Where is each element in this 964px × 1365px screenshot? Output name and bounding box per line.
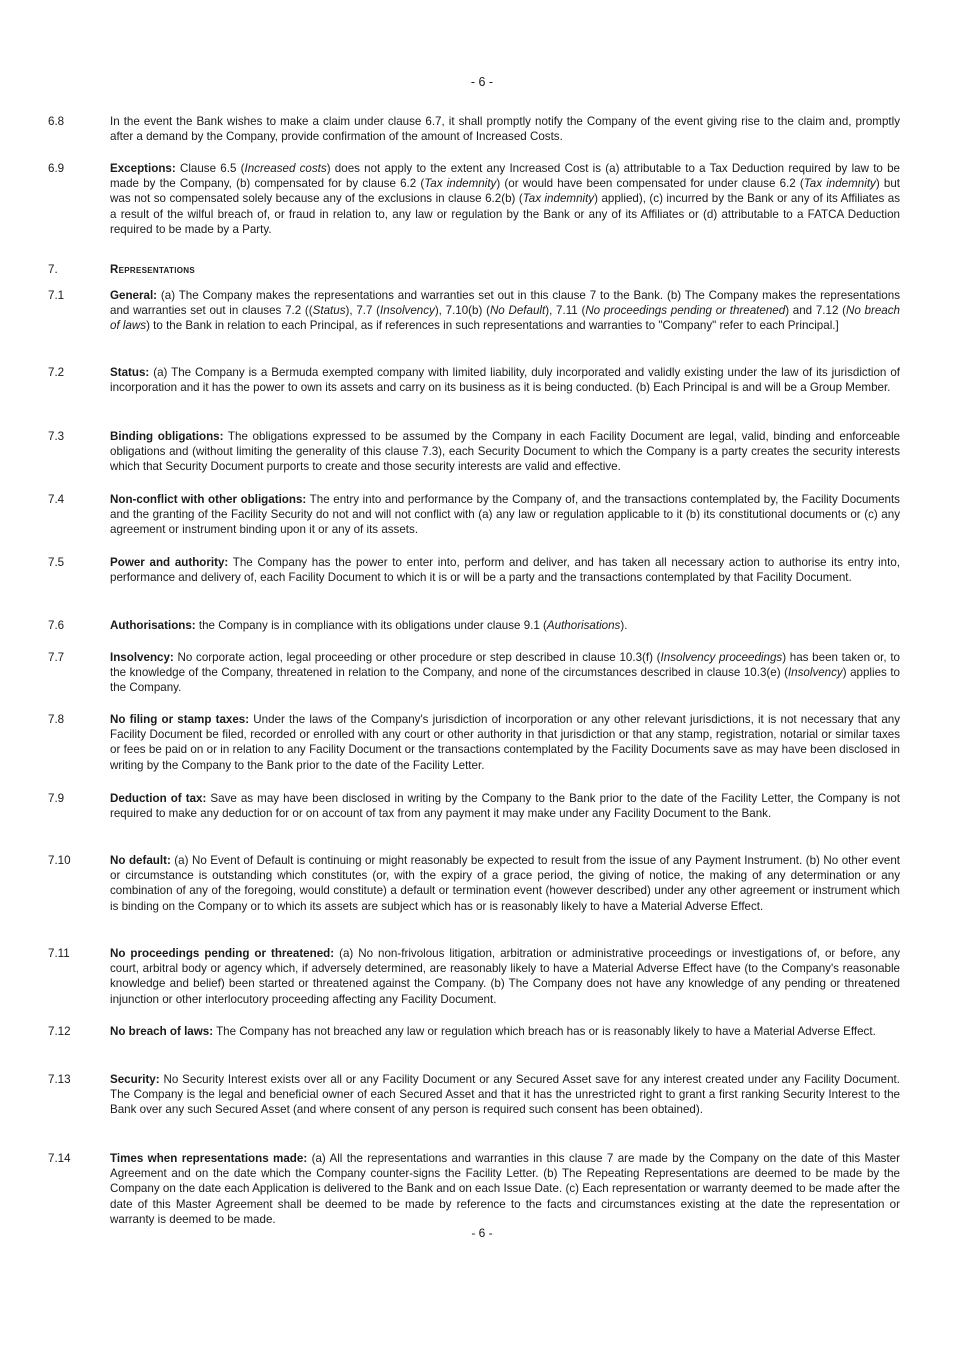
clause-text: No default: (a) No Event of Default is continuing or might reasonably be expected to result from the issue of any Payment Instrument. (b) No other event or circumstance is outstanding which constitutes (or, with the expiry of a grace period, the giving of notice, the making of any determination or any combination of any of the foregoing, would constitute) a default or termination event (however described) under any other agreement or instrument which is binding on the Company or to which its assets are subject which has or is reasonably likely to have a Material Adverse Effect. <box>110 854 900 913</box>
clause-number: 6.9 <box>48 162 65 175</box>
clause-text: Power and authority: The Company has the power to enter into, perform and deliver, and has taken all necessary action to authorise its entry into, performance and delivery of, each Facility Document to which it is or will be a party and the transactions contemplated by that Facility Document. <box>110 556 900 585</box>
clause-text: Times when representations made: (a) All the representations and warranties in this clause 7 are made by the Company on the date of this Master Agreement and on the date which the Company counter-signs the Facility Letter. (b) The Repeating Representations are deemed to be made by the Company on the date each Application is delivered to the Bank and on each Issue Date. (c) Each representation or warranty deemed to be made after the date of this Master Agreement shall be deemed to be made by reference to the facts and circumstances existing at the date the representation or warranty is deemed to be made. <box>110 1152 900 1226</box>
clause-heading: No proceedings pending or threatened: <box>110 947 335 960</box>
clause-heading: Security: <box>110 1073 160 1086</box>
clause-number: 7.3 <box>48 430 65 443</box>
clause-heading: No breach of laws: <box>110 1025 214 1038</box>
clause-heading: No filing or stamp taxes: <box>110 713 250 726</box>
clause-heading: Binding obligations: <box>110 430 224 443</box>
clause-heading: Exceptions: <box>110 162 176 175</box>
clause-heading: General: <box>110 289 158 302</box>
page-number-top: - 6 - <box>470 75 494 89</box>
page-number-bottom: - 6 - <box>471 1226 493 1240</box>
clause-text: Status: (a) The Company is a Bermuda exempted company with limited liability, duly incorporated and validly existing under the law of its jurisdiction of incorporation and it has the power to own its assets and carry on its business as it is being conducted. (b) Each Principal is and will be a Group Member. <box>110 366 900 395</box>
clause-text: No filing or stamp taxes: Under the laws of the Company's jurisdiction of incorporation or any other relevant jurisdictions, it is not necessary that any Facility Document be filed, recorded or enrolled with any court or other authority in that jurisdiction or that any stamp, registration, notarial or similar taxes or fees be paid on or in relation to any Facility Document or the transactions contemplated by the Facility Documents save as may have been disclosed in writing by the Company to the Bank prior to the date of the Facility Letter. <box>110 713 901 772</box>
clause-number: 7.2 <box>48 366 65 379</box>
clause-number: 7.5 <box>48 556 65 569</box>
clause-heading: Authorisations: <box>110 619 196 632</box>
section-number: 7. <box>48 263 58 276</box>
clause-text: Security: No Security Interest exists over all or any Facility Document or any Secured Asset save for any interest created under any Facility Document. The Company is the legal and beneficial owner of each Secured Asset and that it has the unrestricted right to grant a first ranking Security Interest to the Bank over any such Secured Asset (and where consent of any person is required such consent has been obtained). <box>110 1073 900 1117</box>
clause-text: No proceedings pending or threatened: (a) No non-frivolous litigation, arbitration or administrative proceedings or investigations of, or before, any court, arbitral body or agency which, if adversely determined, are reasonably likely to have a Material Adverse Effect have (to the Company's reasonable knowledge and belief) been started or threatened against the Company. (b) The Company does not have any knowledge of any pending or threatened injunction or other interlocutory proceeding affecting any Facility Document. <box>110 947 901 1006</box>
clause-heading: Deduction of tax: <box>110 792 207 805</box>
clause-number: 7.12 <box>48 1025 71 1038</box>
clause-number: 7.13 <box>48 1073 71 1086</box>
clause-number: 7.14 <box>48 1152 71 1165</box>
clause-number: 7.1 <box>48 289 65 302</box>
clause-heading: Status: <box>110 366 150 379</box>
clause-text: Non-conflict with other obligations: The entry into and performance by the Company of, and the transactions contemplated by, the Facility Documents and the granting of the Facility Security do not and will not conflict with (a) any law or regulation applicable to it (b) its constitutional documents or (c) any agreement or instrument binding upon it or any of its assets. <box>110 493 900 537</box>
clause-text: Deduction of tax: Save as may have been disclosed in writing by the Company to the Bank prior to the date of the Facility Letter, the Company is not required to make any deduction for or on account of tax from any payment it may make under any Facility Document to the Bank. <box>110 792 900 821</box>
clause-text: No breach of laws: The Company has not breached any law or regulation which breach has or is reasonably likely to have a Material Adverse Effect. <box>110 1025 876 1038</box>
section-title: Representations <box>110 264 195 276</box>
clause-heading: Insolvency: <box>110 651 174 664</box>
clause-number: 6.8 <box>48 115 65 128</box>
clause-text: General: (a) The Company makes the representations and warranties set out in this clause 7 to the Bank. (b) The Company makes the representations and warranties set out in clauses 7.2 ((Status), 7.7 (Insolvency), 7.10(b) (No Default), 7.11 (No proceedings pending or threatened) and 7.12 (No breach of laws) to the Bank in relation to each Principal, as if references in such representations and warranties to "Company" refer to each Principal.] <box>110 289 900 333</box>
clause-number: 7.10 <box>48 854 71 867</box>
clause-text: Exceptions: Clause 6.5 (Increased costs) does not apply to the extent any Increased Cost is (a) attributable to a Tax Deduction required by law to be made by the Company, (b) compensated for by clause 6.2 (Tax indemnity) (or would have been compensated for under clause 6.2 (Tax indemnity) but was not so compensated solely because any of the exclusions in clause 6.2(b) (Tax indemnity) applied), (c) incurred by the Bank or any of its Affiliates as a result of the wilful breach of, or fraud in relation to, any law or regulation by the Bank or any of its Affiliates or (d) attributable to a FATCA Deduction required to be made by a Party. <box>110 162 901 236</box>
clause-heading: Non-conflict with other obligations: <box>110 493 307 506</box>
clause-text: Insolvency: No corporate action, legal proceeding or other procedure or step described in clause 10.3(f) (Insolvency proceedings) has been taken or, to the knowledge of the Company, threatened in relation to the Company, and none of the circumstances described in clause 10.3(e) (Insolvency) applies to the Company. <box>110 651 901 695</box>
clause-heading: Power and authority: <box>110 556 229 569</box>
clause-number: 7.8 <box>48 713 65 726</box>
clause-number: 7.9 <box>48 792 65 805</box>
clause-number: 7.4 <box>48 493 65 506</box>
clause-heading: No default: <box>110 854 171 867</box>
clause-heading: Times when representations made: <box>110 1152 308 1165</box>
clause-number: 7.11 <box>48 947 70 960</box>
clause-text: Binding obligations: The obligations expressed to be assumed by the Company in each Facility Document are legal, valid, binding and enforceable obligations and (without limiting the generality of this clause 7.3), each Security Document to which the Company is a party creates the security interests which that Security Document purports to create and those security interests are valid and effective. <box>110 430 900 474</box>
clause-number: 7.6 <box>48 619 65 632</box>
clause-text: In the event the Bank wishes to make a claim under clause 6.7, it shall promptly notify the Company of the event giving rise to the claim and, promptly after a demand by the Company, provide confirmation of the amount of Increased Costs. <box>110 115 900 144</box>
clause-text: Authorisations: the Company is in compliance with its obligations under clause 9.1 (Authorisations). <box>110 619 628 632</box>
clause-number: 7.7 <box>48 651 65 664</box>
